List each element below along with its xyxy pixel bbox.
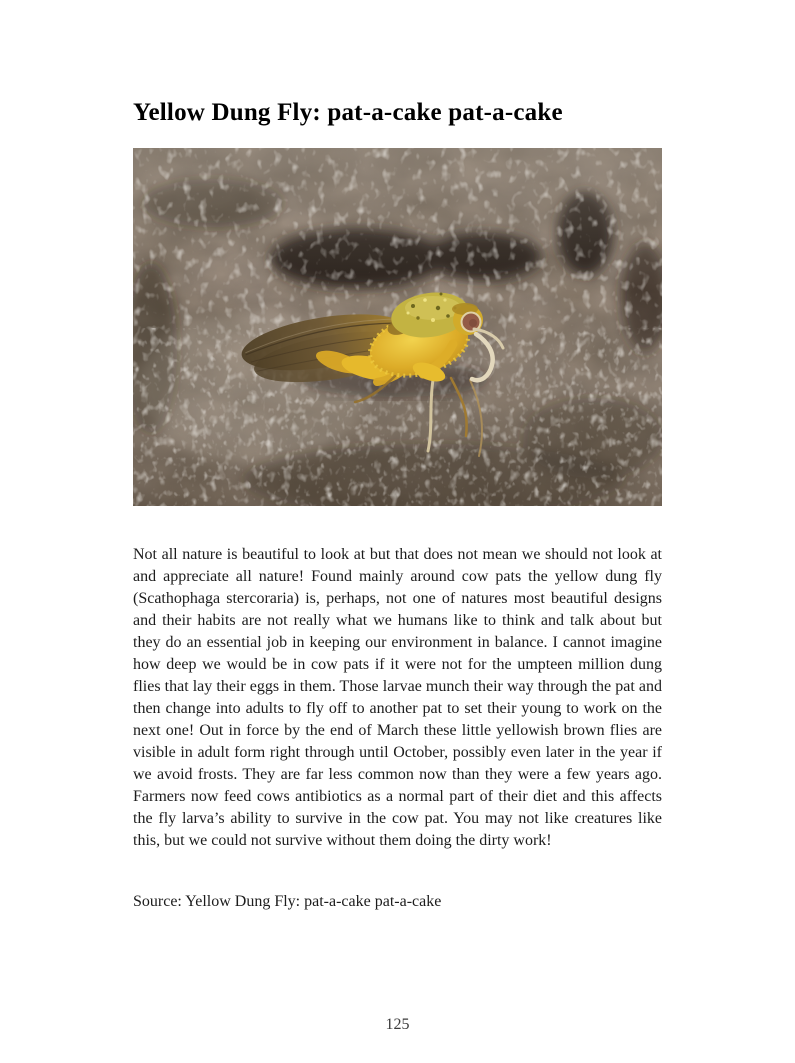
dung-fly-photo: [133, 148, 662, 506]
page-number: 125: [385, 1016, 410, 1033]
source-line: Source: Yellow Dung Fly: pat-a-cake pat-a-cake: [133, 893, 442, 910]
page-title: Yellow Dung Fly: pat-a-cake pat-a-cake: [133, 99, 563, 126]
body-paragraph: Not all nature is beautiful to look at but that does not mean we should not look at and appreciate all nature! Found mainly around cow pats the yellow dung fly (Scathophaga stercoraria) is, perhaps, not one of natures most beautiful designs and their habits are not really what we humans like to think and talk about but they do an essential job in keeping our environment in balance. I cannot imagine how deep we would be in cow pats if it were not for the umpteen million dung flies that lay their eggs in them. Those larvae munch their way through the pat and then change into adults to fly off to another pat to set their young to work on the next one! Out in force by the end of March these little yellowish brown flies are visible in adult form right through until October, possibly even later in the year if we avoid frosts. They are far less common now than they were a few years ago. Farmers now feed cows antibiotics as a normal part of their diet and this affects the fly larva’s ability to survive in the cow pat. You may not like creatures like this, but we could not survive without them doing the dirty work!: [133, 546, 662, 849]
